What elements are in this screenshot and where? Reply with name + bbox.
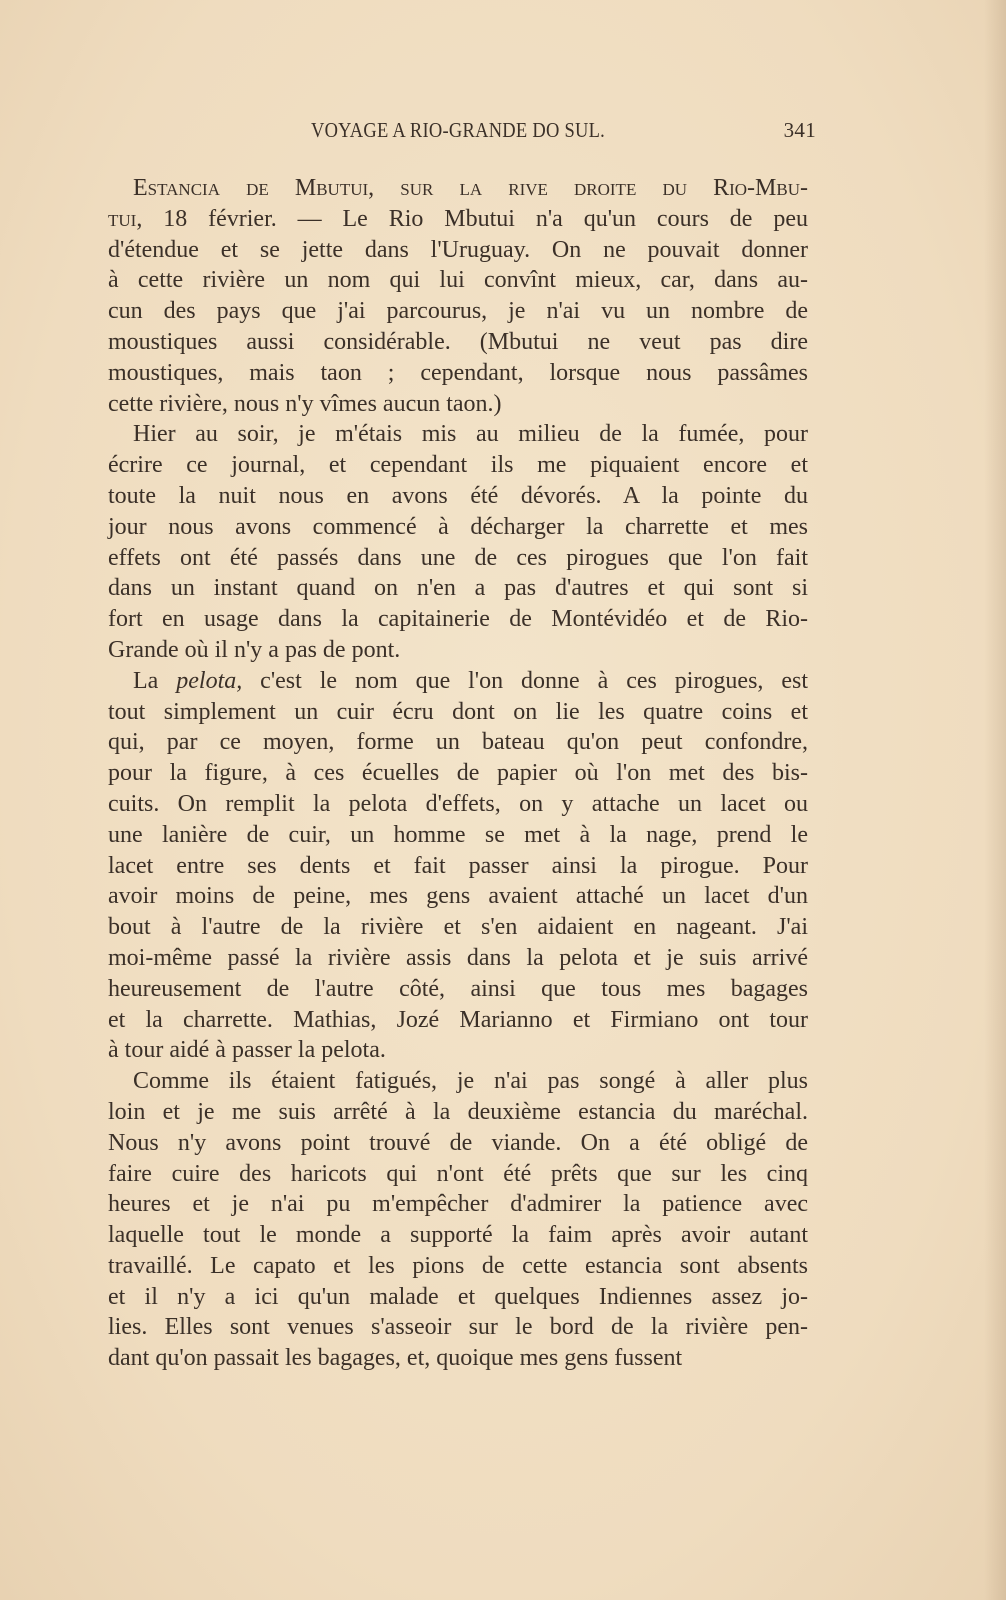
text-line: dans un instant quand on n'en a pas d'autres et qui sont si xyxy=(108,575,808,602)
italic-term: pelota, xyxy=(176,667,261,694)
text-line: une lanière de cuir, un homme se met à la nage, prend le xyxy=(108,821,808,848)
text-line: Nous n'y avons point trouvé de viande. On a été obligé de xyxy=(108,1129,808,1156)
text-line: toute la nuit nous en avons été dévorés. A la pointe du xyxy=(108,482,808,509)
lead-word: La xyxy=(133,667,177,694)
text-line: moustiques, mais taon ; cependant, lorsque nous passâmes xyxy=(108,359,808,386)
paragraph xyxy=(108,1066,808,1374)
text-line: tout simplement un cuir écru dont on lie les quatre coins et xyxy=(108,698,808,725)
text-line: cette rivière, nous n'y vîmes aucun taon.) xyxy=(108,390,502,417)
text-line: heures et je n'ai pu m'empêcher d'admirer la patience avec xyxy=(108,1191,808,1218)
text-line xyxy=(108,666,808,697)
paragraph xyxy=(108,419,808,665)
page-edge-shadow xyxy=(984,0,1006,1600)
text-line: lies. Elles sont venues s'asseoir sur le bord de la rivière pen- xyxy=(108,1314,808,1341)
text-line: bout à l'autre de la rivière et s'en aidaient en nageant. J'ai xyxy=(108,914,808,941)
text-line: Hier au soir, je m'étais mis au milieu de la fumée, pour xyxy=(133,421,808,448)
text-line: qui, par ce moyen, forme un bateau qu'on peut confondre, xyxy=(108,729,808,756)
paragraph xyxy=(108,173,808,419)
text-line: effets ont été passés dans une de ces pirogues que l'on fait xyxy=(108,544,808,571)
smallcaps-text: tui, xyxy=(108,205,143,232)
text-line: avoir moins de peine, mes gens avaient attaché un lacet d'un xyxy=(108,883,808,910)
text-line: fort en usage dans la capitainerie de Montévidéo et de Rio- xyxy=(108,606,808,633)
text-line: tui, 18 février. — Le Rio Mbutui n'a qu'un cours de peu xyxy=(108,205,808,232)
page-body xyxy=(108,173,808,1374)
text-line: cuits. On remplit la pelota d'effets, on y attache un lacet ou xyxy=(108,790,808,817)
text-line: cun des pays que j'ai parcourus, je n'ai vu un nombre de xyxy=(108,298,808,325)
text-line: et il n'y a ici qu'un malade et quelques Indiennes assez jo- xyxy=(108,1283,808,1310)
text-line: et la charrette. Mathias, Jozé Marianno et Firmiano ont tour xyxy=(108,1006,808,1033)
text-line: moi-même passé la rivière assis dans la pelota et je suis arrivé xyxy=(108,944,808,971)
text-line: faire cuire des haricots qui n'ont été prêts que sur les cinq xyxy=(108,1160,808,1187)
text-line: pour la figure, à ces écuelles de papier où l'on met des bis- xyxy=(108,760,808,787)
text-line: dant qu'on passait les bagages, et, quoique mes gens fussent xyxy=(108,1345,683,1372)
text-line: écrire ce journal, et cependant ils me piquaient encore et xyxy=(108,452,808,479)
running-title: VOYAGE A RIO-GRANDE DO SUL. xyxy=(310,118,606,142)
text-line: loin et je me suis arrêté à la deuxième estancia du maréchal. xyxy=(108,1098,808,1125)
text-line: travaillé. Le capato et les pions de cette estancia sont absents xyxy=(108,1252,808,1279)
text-line: à tour aidé à passer la pelota. xyxy=(108,1037,386,1064)
text-line: Comme ils étaient fatigués, je n'ai pas songé à aller plus xyxy=(133,1068,808,1095)
text-line: lacet entre ses dents et fait passer ainsi la pirogue. Pour xyxy=(108,852,808,879)
text-line: Grande où il n'y a pas de pont. xyxy=(108,636,401,663)
line-rest: c'est le nom que l'on donne à ces pirogues, est xyxy=(260,667,809,694)
text-line: laquelle tout le monde a supporté la faim après avoir autant xyxy=(108,1222,808,1249)
text-line: à cette rivière un nom qui lui convînt mieux, car, dans au- xyxy=(108,267,808,294)
text-line: heureusement de l'autre côté, ainsi que tous mes bagages xyxy=(108,975,808,1002)
paragraph xyxy=(108,666,808,1066)
page-header xyxy=(108,118,816,146)
page-number: 341 xyxy=(783,118,816,142)
text-line: jour nous avons commencé à décharger la charrette et mes xyxy=(108,513,808,540)
text-line: Estancia de Mbutui, sur la rive droite du Rio-Mbu- xyxy=(133,175,808,201)
text-line: d'étendue et se jette dans l'Uruguay. On ne pouvait donner xyxy=(108,236,808,263)
text-line: moustiques aussi considérable. (Mbutui ne veut pas dire xyxy=(108,328,808,355)
